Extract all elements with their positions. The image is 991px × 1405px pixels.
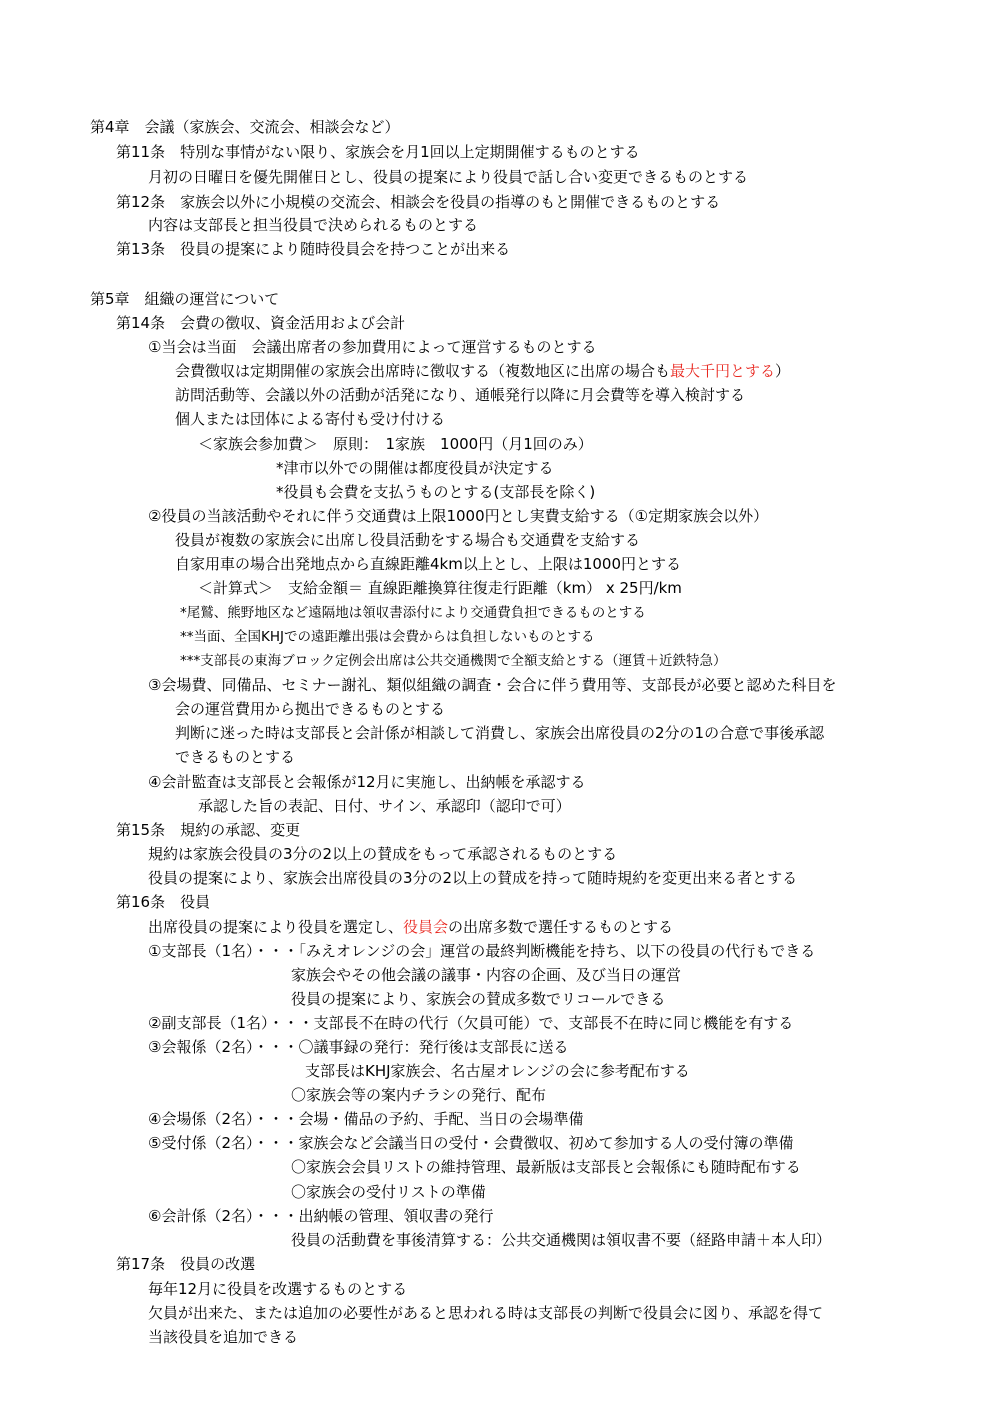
article-16: 第16条 役員 [116,893,211,911]
fee-highlight: 最大千円とする [670,362,776,380]
intro-text-end: の出席多数で選任するものとする [448,918,674,936]
article-17: 第17条 役員の改選 [116,1255,256,1273]
intro-text: 出席役員の提案により役員を選定し、 [148,918,404,936]
chapter-4-title: 第4章 会議（家族会、交流会、相談会など） [90,118,400,136]
intro-highlight: 役員会 [403,918,449,936]
role-reception-b: 〇家族会の受付リストの準備 [291,1183,486,1201]
article-14-item-3: ③会場費、同備品、セミナー謝礼、類似組織の調査・会合に伴う費用等、支部長が必要と認めた科目を [148,676,837,694]
article-14: 第14条 会費の徴収、資金活用および会計 [116,314,406,332]
article-13: 第13条 役員の提案により随時役員会を持つことが出来る [116,240,511,258]
article-14-item-2-a: 役員が複数の家族会に出席し役員活動をする場合も交通費を支給する [175,531,641,549]
article-15-b: 役員の提案により、家族会出席役員の3分の2以上の賛成を持って随時規約を変更出来る者とする [148,869,798,887]
article-15: 第15条 規約の承認、変更 [116,821,301,839]
article-14-item-4-a: 承認した旨の表記、日付、サイン、承認印（認印で可） [198,797,571,815]
transport-note-3: ***支部長の東海ブロック定例会出席は公共交通機関で全額支給とする（運賃＋近鉄特急） [180,653,727,669]
article-16-intro [148,918,673,936]
fee-text: 会費徴収は定期開催の家族会出席時に徴収する（複数地区に出席の場合も [175,362,671,380]
role-newsletter-a: 支部長はKHJ家族会、名古屋オレンジの会に参考配布する [305,1062,690,1080]
role-accounting-a: 役員の活動費を事後清算する：公共交通機関は領収書不要（経路申請＋本人印） [291,1231,832,1249]
article-12-detail: 内容は支部長と担当役員で決められるものとする [148,216,479,234]
fee-note-2: *役員も会費を支払うものとする(支部長を除く) [276,483,596,501]
role-branch-chief: ①支部長（1名）・・・「みえオレンジの会」運営の最終判断機能を持ち、以下の役員の代行もできる [148,942,816,960]
article-17-c: 当該役員を追加できる [148,1328,299,1346]
article-17-b: 欠員が出来た、または追加の必要性があると思われる時は支部長の判断で役員会に図り、承認を得て [148,1304,824,1322]
chapter-5-title: 第5章 組織の運営について [90,290,280,308]
fee-note-1: *津市以外での開催は都度役員が決定する [276,459,554,477]
transport-note-1: *尾鷲、熊野地区など遠隔地は領収書添付により交通費負担できるものとする [180,605,646,621]
role-newsletter-b: 〇家族会等の案内チラシの発行、配布 [291,1086,547,1104]
role-reception-a: 〇家族会会員リストの維持管理、最新版は支部長と会報係にも随時配布する [291,1158,801,1176]
article-11-detail: 月初の日曜日を優先開催日とし、役員の提案により役員で話し合い変更できるものとする [148,168,749,186]
role-venue: ④会場係（2名）・・・会場・備品の予約、手配、当日の会場準備 [148,1110,584,1128]
article-14-item-2-b: 自家用車の場合出発地点から直線距離4km以上とし、上限は1000円とする [175,555,682,573]
article-14-item-3-b: 判断に迷った時は支部長と会計係が相談して消費し、家族会出席役員の2分の1の合意で事後承認 [175,724,825,742]
role-branch-chief-b: 役員の提案により、家族会の賛成多数でリコールできる [291,990,666,1008]
article-15-a: 規約は家族会役員の3分の2以上の賛成をもって承認されるものとする [148,845,618,863]
calculation-formula: ＜計算式＞ 支給金額＝ 直線距離換算往復走行距離（km） x 25円/km [198,579,682,597]
article-11: 第11条 特別な事情がない限り、家族会を月1回以上定期開催するものとする [116,143,640,161]
article-17-a: 毎年12月に役員を改選するものとする [148,1280,408,1298]
article-14-item-1-visit: 訪問活動等、会議以外の活動が活発になり、通帳発行以降に月会費等を導入検討する [175,386,746,404]
article-14-item-2: ②役員の当該活動やそれに伴う交通費は上限1000円とし実費支給する（①定期家族会以外） [148,507,769,525]
article-14-item-1: ①当会は当面 会議出席者の参加費用によって運営するものとする [148,338,597,356]
article-14-item-3-a: 会の運営費用から拠出できるものとする [175,700,446,718]
family-meeting-fee: ＜家族会参加費＞ 原則： 1家族 1000円（月1回のみ） [198,435,593,453]
role-branch-chief-a: 家族会やその他会議の議事・内容の企画、及び当日の運営 [291,966,682,984]
article-14-item-1-fee [175,362,790,380]
transport-note-2: **当面、全国KHJでの遠距離出張は会費からは負担しないものとする [180,629,595,645]
role-accounting: ⑥会計係（2名）・・・出納帳の管理、領収書の発行 [148,1207,494,1225]
article-14-item-3-c: できるものとする [175,748,296,766]
article-14-item-1-donation: 個人または団体による寄付も受け付ける [175,410,446,428]
role-reception: ⑤受付係（2名）・・・家族会など会議当日の受付・会費徴収、初めて参加する人の受付簿の準備 [148,1134,794,1152]
article-12: 第12条 家族会以外に小規模の交流会、相談会を役員の指導のもと開催できるものとする [116,193,721,211]
role-newsletter: ③会報係（2名）・・・〇議事録の発行：発行後は支部長に送る [148,1038,569,1056]
fee-text-end: ） [775,362,791,380]
role-vice-chief: ②副支部長（1名）・・・支部長不在時の代行（欠員可能）で、支部長不在時に同じ機能を有する [148,1014,794,1032]
article-14-item-4: ④会計監査は支部長と会報係が12月に実施し、出納帳を承認する [148,773,586,791]
